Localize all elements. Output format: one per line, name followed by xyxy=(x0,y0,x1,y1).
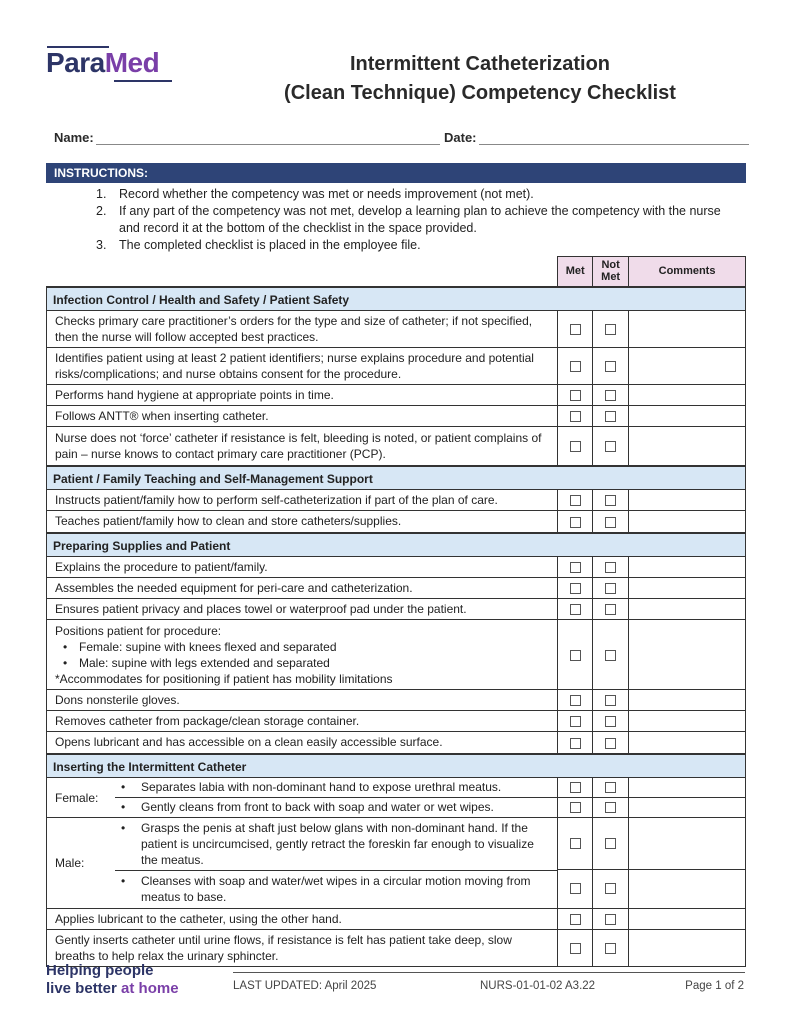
table-row: Opens lubricant and has accessible on a clean easily accessible surface. xyxy=(47,732,746,754)
comments-cell[interactable] xyxy=(629,908,746,929)
not-met-checkbox[interactable] xyxy=(605,390,616,401)
met-checkbox[interactable] xyxy=(570,562,581,573)
met-checkbox[interactable] xyxy=(570,361,581,372)
met-checkbox[interactable] xyxy=(570,738,581,749)
met-checkbox[interactable] xyxy=(570,716,581,727)
met-checkbox[interactable] xyxy=(570,802,581,813)
table-row: Dons nonsterile gloves. xyxy=(47,690,746,711)
not-met-checkbox[interactable] xyxy=(605,838,616,849)
met-checkbox[interactable] xyxy=(570,324,581,335)
not-met-checkbox[interactable] xyxy=(605,716,616,727)
instruction-item: 3. The completed checklist is placed in the employee file. xyxy=(96,238,421,252)
met-checkbox[interactable] xyxy=(570,517,581,528)
paramed-logo xyxy=(46,46,172,82)
col-not-met: Not Met xyxy=(593,257,629,287)
not-met-checkbox[interactable] xyxy=(605,650,616,661)
table-row: Gently inserts catheter until urine flows, if resistance is felt has patient take deep, slow breaths to help relax the urinary sphincter. xyxy=(47,929,746,966)
comments-cell[interactable] xyxy=(629,929,746,966)
female-subtable: Female: • Separates labia with non-dominant hand to expose urethral meatus. • Gently cleans from front to back with soap and water or wet wipes. xyxy=(47,778,557,817)
comments-cell[interactable] xyxy=(629,427,746,466)
met-checkbox[interactable] xyxy=(570,782,581,793)
date-label: Date: xyxy=(444,130,477,145)
table-row: Applies lubricant to the catheter, using the other hand. xyxy=(47,908,746,929)
male-label: Male: xyxy=(55,855,85,870)
name-input[interactable] xyxy=(96,127,440,145)
title-line-2: (Clean Technique) Competency Checklist xyxy=(284,82,676,104)
section-patient-family-teaching: Patient / Family Teaching and Self-Management Support xyxy=(47,466,746,490)
comments-cell[interactable] xyxy=(629,511,746,533)
comments-cell[interactable] xyxy=(629,818,745,870)
not-met-checkbox[interactable] xyxy=(605,914,616,925)
comments-cell[interactable] xyxy=(629,599,746,620)
not-met-checkbox[interactable] xyxy=(605,782,616,793)
instructions-list xyxy=(96,186,736,254)
table-row: Follows ANTT® when inserting catheter. xyxy=(47,406,746,427)
table-row: Ensures patient privacy and places towel or waterproof pad under the patient. xyxy=(47,599,746,620)
comments-cell[interactable] xyxy=(629,490,746,511)
met-checkbox[interactable] xyxy=(570,650,581,661)
met-checkbox[interactable] xyxy=(570,914,581,925)
competency-checklist-table xyxy=(46,256,746,967)
document-code: NURS-01-01-02 A3.22 xyxy=(480,980,596,992)
logo-para: Para xyxy=(46,47,105,78)
logo-med: Med xyxy=(104,47,160,78)
not-met-checkbox[interactable] xyxy=(605,738,616,749)
table-row xyxy=(47,620,746,690)
met-checkbox[interactable] xyxy=(570,604,581,615)
comments-cell[interactable] xyxy=(629,798,745,817)
met-checkbox[interactable] xyxy=(570,411,581,422)
comments-cell[interactable] xyxy=(629,870,745,907)
met-checkbox[interactable] xyxy=(570,390,581,401)
comments-cell[interactable] xyxy=(629,385,746,406)
comments-cell[interactable] xyxy=(629,348,746,385)
section-infection-control: Infection Control / Health and Safety / Patient Safety xyxy=(47,287,746,311)
positioning-item: Positions patient for procedure: • Female: supine with knees flexed and separated • Male: supine with legs extended and separated *Accommodates for positioning if patient has mobility limitations xyxy=(47,620,558,690)
not-met-checkbox[interactable] xyxy=(605,883,616,894)
met-checkbox[interactable] xyxy=(570,695,581,706)
page-number: Page 1 of 2 xyxy=(685,980,744,992)
comments-cell[interactable] xyxy=(629,311,746,348)
name-field-row xyxy=(54,127,440,145)
met-checkbox[interactable] xyxy=(570,838,581,849)
instructions-heading: INSTRUCTIONS: xyxy=(46,163,746,183)
comments-cell[interactable] xyxy=(629,779,745,798)
male-subtable: Male: • Grasps the penis at shaft just below glans with non-dominant hand. If the patient is uncircumcised, gently retract the foreskin far enough to visualize the meatus. • Cleanses with soap and water/wet wipes in a circular motion moving from meatus to base. xyxy=(47,818,557,908)
not-met-checkbox[interactable] xyxy=(605,495,616,506)
table-row: Removes catheter from package/clean storage container. xyxy=(47,711,746,732)
not-met-checkbox[interactable] xyxy=(605,441,616,452)
date-field-row xyxy=(444,127,749,145)
met-checkbox[interactable] xyxy=(570,883,581,894)
footer-tagline: Helping people live better at home xyxy=(46,962,179,997)
footer-divider xyxy=(233,972,745,973)
table-row: Checks primary care practitioner’s orders for the type and size of catheter; if not specified, then the nurse will follow accepted best practices. xyxy=(47,311,746,348)
met-checkbox[interactable] xyxy=(570,583,581,594)
met-checkbox[interactable] xyxy=(570,495,581,506)
col-comments: Comments xyxy=(629,257,746,287)
comments-cell[interactable] xyxy=(629,406,746,427)
section-preparing-supplies: Preparing Supplies and Patient xyxy=(47,533,746,557)
table-row: Assembles the needed equipment for peri-care and catheterization. xyxy=(47,578,746,599)
met-checkbox[interactable] xyxy=(570,441,581,452)
name-label: Name: xyxy=(54,130,94,145)
table-row xyxy=(47,778,746,818)
female-label: Female: xyxy=(55,790,99,805)
not-met-checkbox[interactable] xyxy=(605,583,616,594)
page-title xyxy=(250,50,710,108)
table-row: Nurse does not ‘force’ catheter if resistance is felt, bleeding is noted, or patient complains of pain – nurse knows to contact primary care practitioner (PCP). xyxy=(47,427,746,466)
title-line-1: Intermittent Catheterization xyxy=(349,53,611,75)
not-met-checkbox[interactable] xyxy=(605,562,616,573)
table-row: Instructs patient/family how to perform self-catheterization if part of the plan of care. xyxy=(47,490,746,511)
comments-cell[interactable] xyxy=(629,690,746,711)
last-updated: LAST UPDATED: April 2025 xyxy=(233,980,377,992)
table-row: Identifies patient using at least 2 patient identifiers; nurse explains procedure and potential risks/complications; and nurse obtains consent for the procedure. xyxy=(47,348,746,385)
comments-cell[interactable] xyxy=(629,557,746,578)
table-row xyxy=(47,818,746,909)
not-met-checkbox[interactable] xyxy=(605,802,616,813)
comments-cell[interactable] xyxy=(629,620,746,690)
instruction-item: 2. If any part of the competency was not met, develop a learning plan to achieve the competency with the nurse and record it at the bottom of the checklist in the space provided. xyxy=(96,204,721,235)
section-inserting-catheter: Inserting the Intermittent Catheter xyxy=(47,754,746,778)
not-met-checkbox[interactable] xyxy=(605,695,616,706)
met-checkbox[interactable] xyxy=(570,943,581,954)
comments-cell[interactable] xyxy=(629,711,746,732)
col-met: Met xyxy=(558,257,593,287)
not-met-checkbox[interactable] xyxy=(605,943,616,954)
logo-bar-bottom xyxy=(114,80,172,82)
table-row: Teaches patient/family how to clean and store catheters/supplies. xyxy=(47,511,746,533)
table-row: Performs hand hygiene at appropriate points in time. xyxy=(47,385,746,406)
table-row: Explains the procedure to patient/family. xyxy=(47,557,746,578)
comments-cell[interactable] xyxy=(629,578,746,599)
table-header-row xyxy=(47,257,746,287)
not-met-checkbox[interactable] xyxy=(605,517,616,528)
not-met-checkbox[interactable] xyxy=(605,324,616,335)
comments-cell[interactable] xyxy=(629,732,746,754)
not-met-checkbox[interactable] xyxy=(605,411,616,422)
date-input[interactable] xyxy=(479,127,749,145)
not-met-checkbox[interactable] xyxy=(605,361,616,372)
instruction-item: 1. Record whether the competency was met or needs improvement (not met). xyxy=(96,187,534,201)
not-met-checkbox[interactable] xyxy=(605,604,616,615)
